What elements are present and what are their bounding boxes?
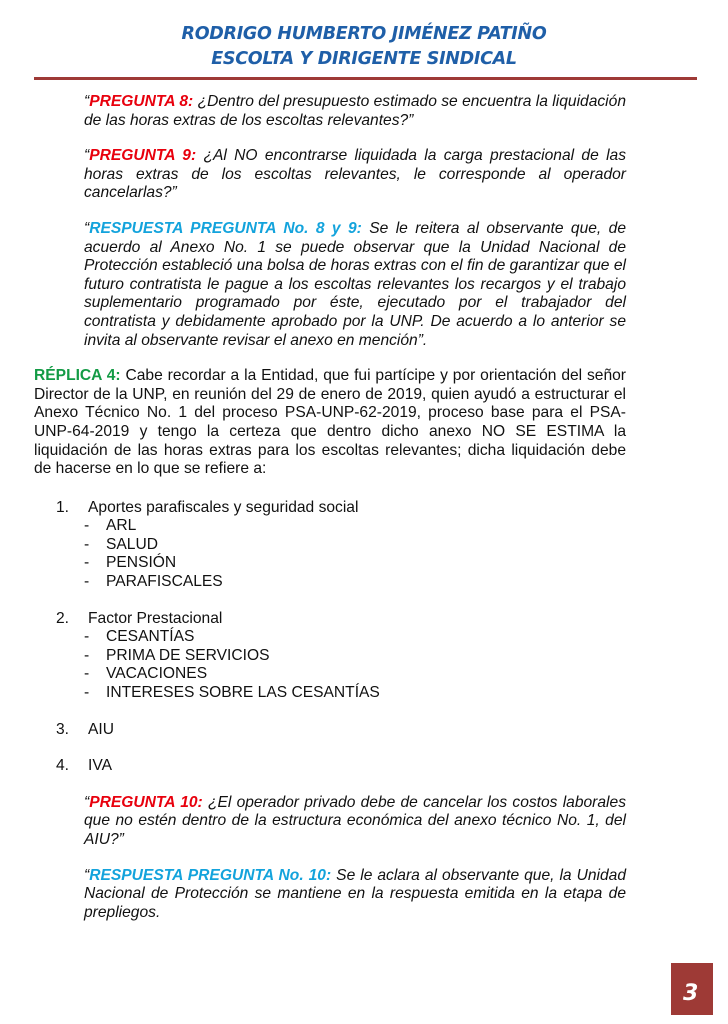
author-name: RODRIGO HUMBERTO JIMÉNEZ PATIÑO [181,24,547,44]
dash: - [84,665,90,683]
question-8-text: ¿Dentro del presupuesto estimado se encuentra la liquidación de las horas extras de los escoltas relevantes?” [84,93,626,129]
sub-item-label: VACACIONES [106,665,208,683]
sub-item-label: PENSIÓN [106,554,177,572]
dash: - [84,517,90,535]
quote-mark: “ [84,147,90,165]
header-divider [34,77,697,80]
sub-item-label: PRIMA DE SERVICIOS [106,646,270,664]
document-body [34,93,626,939]
dash: - [84,554,90,572]
sub-item [84,517,626,536]
question-8-label: PREGUNTA 8: [89,93,194,110]
list-number: 3. [56,720,70,738]
list-number: 4. [56,757,70,775]
replica-4-label: RÉPLICA 4: [34,367,121,385]
sub-item-label: CESANTÍAS [106,628,195,646]
question-9 [84,147,626,203]
question-10-label: PREGUNTA 10: [89,793,203,811]
quote-mark: “ [84,866,90,884]
list-title: AIU [88,720,114,738]
sub-item [84,536,626,555]
list-number: 1. [56,498,70,516]
dash: - [84,535,90,553]
dash: - [84,628,90,646]
question-10 [84,794,626,850]
sub-item [84,628,626,647]
dash: - [84,684,90,702]
replica-4-text: Cabe recordar a la Entidad, que fui partícipe y por orientación del señor Director de la UNP, en reunión del 29 de enero de 2019, quien ayudó a estructurar el Anexo Técnico No. 1 del proceso PSA-UNP-62-2019, proceso base para el PSA-UNP-64-2019 y tengo la certeza que dentro dicho anexo NO SE ESTIMA la liquidación de las horas extras para los escoltas relevantes; dicha liquidación debe de hacerse en lo que se refiere a: [34,367,627,478]
list-item [34,721,626,740]
sub-item [84,573,626,592]
list-item [34,499,626,592]
page-number: 3 [683,981,699,1006]
sub-item [84,554,626,573]
sub-item [84,647,626,666]
quote-mark: “ [84,793,90,811]
answer-8-9-label: RESPUESTA PREGUNTA No. 8 y 9: [89,219,362,237]
question-10-text: ¿El operador privado debe de cancelar los costos laborales que no estén dentro de la estructura económica del anexo técnico No. 1, del AIU?” [84,793,626,848]
list-item [34,610,626,703]
list-title: IVA [88,757,112,775]
answer-10-text: Se le aclara al observante que, la Unidad Nacional de Protección se mantiene en la respuesta emitida en la etapa de prepliegos. [84,866,626,921]
answer-8-9 [84,220,626,350]
sub-item-label: SALUD [106,535,158,553]
question-8 [84,93,626,130]
sub-item-label: ARL [106,517,137,535]
list-title: Factor Prestacional [88,609,223,627]
sub-item-label: INTERESES SOBRE LAS CESANTÍAS [106,684,380,702]
dash: - [84,646,90,664]
answer-8-9-text: Se le reitera al observante que, de acuerdo al Anexo No. 1 se puede observar que la Unidad Nacional de Protección estableció una bolsa de horas extras con el fin de garantizar que el futuro contratista le pague a los escoltas relevantes los recargos y el trabajo suplementario programado por éste, ejecutado por el trabajador del contratista y debidamente aprobado por la UNP. De acuerdo a lo anterior se invita al observante revisar el anexo en mención”. [84,219,626,349]
question-9-label: PREGUNTA 9: [89,147,197,165]
quote-mark: “ [84,93,90,110]
author-role: ESCOLTA Y DIRIGENTE SINDICAL [211,49,517,69]
answer-10-label: RESPUESTA PREGUNTA No. 10: [89,866,332,884]
list-number: 2. [56,609,70,627]
sub-item [84,684,626,703]
question-9-text: ¿Al NO encontrarse liquidada la carga prestacional de las horas extras de los escoltas relevantes, le corresponde al operador cancelarlas?” [84,147,626,202]
list-item [34,757,626,776]
sub-item-label: PARAFISCALES [106,573,223,591]
list-title: Aportes parafiscales y seguridad social [88,498,359,516]
answer-10 [84,867,626,923]
sub-item [84,665,626,684]
quote-mark: “ [84,219,90,237]
dash: - [84,573,90,591]
replica-4 [34,367,626,479]
liquidation-list [34,499,626,776]
document-header [0,22,728,72]
